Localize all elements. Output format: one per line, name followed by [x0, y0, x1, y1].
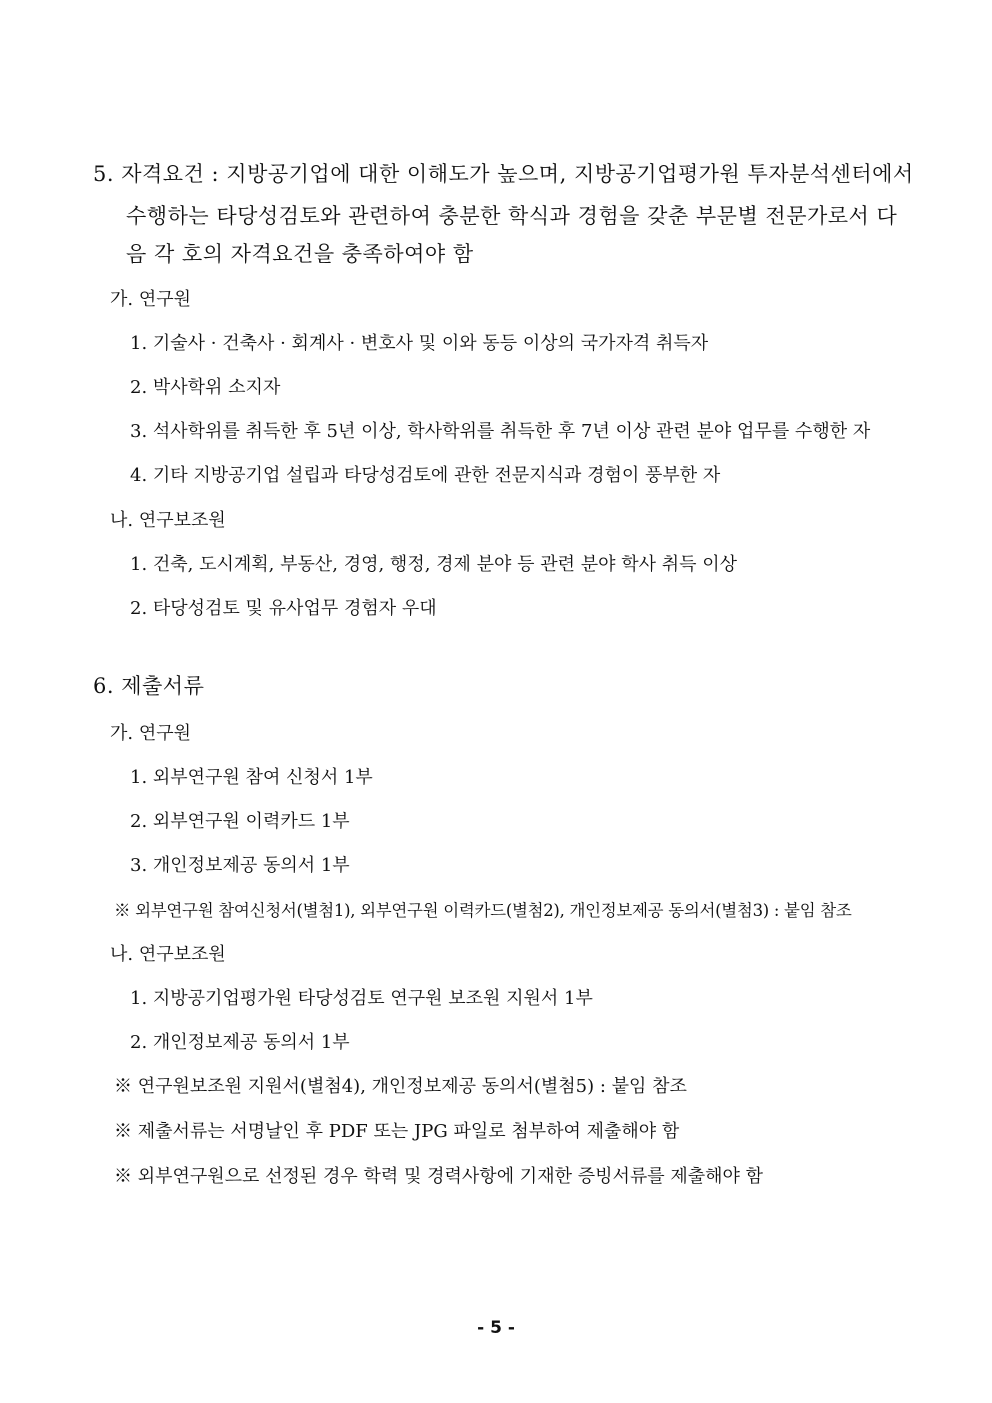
- section-6-ga-heading: 가. 연구원: [110, 723, 191, 744]
- section-5-heading: 5. 자격요건 : 지방공기업에 대한 이해도가 높으며, 지방공기업평가원 투자분석센터에서: [93, 162, 914, 186]
- section-5-na-item-2: 2. 타당성검토 및 유사업무 경험자 우대: [130, 598, 437, 619]
- section-6-na-item-2: 2. 개인정보제공 동의서 1부: [130, 1032, 350, 1053]
- section-5-ga-item-4: 4. 기타 지방공기업 설립과 타당성검토에 관한 전문지식과 경험이 풍부한 자: [130, 465, 721, 486]
- section-5-ga-item-3: 3. 석사학위를 취득한 후 5년 이상, 학사학위를 취득한 후 7년 이상 관련 분야 업무를 수행한 자: [130, 421, 871, 442]
- section-5-line-3: 음 각 호의 자격요건을 충족하여야 함: [126, 242, 474, 266]
- section-6-na-note-3: ※ 외부연구원으로 선정된 경우 학력 및 경력사항에 기재한 증빙서류를 제출해야 함: [114, 1166, 764, 1187]
- section-5-na-heading: 나. 연구보조원: [110, 510, 226, 531]
- section-6-na-item-1: 1. 지방공기업평가원 타당성검토 연구원 보조원 지원서 1부: [130, 988, 593, 1009]
- section-6-na-note-1: ※ 연구원보조원 지원서(별첨4), 개인정보제공 동의서(별첨5) : 붙임 참조: [114, 1076, 687, 1097]
- section-5-ga-item-2: 2. 박사학위 소지자: [130, 377, 281, 398]
- section-5-ga-item-1: 1. 기술사 · 건축사 · 회계사 · 변호사 및 이와 동등 이상의 국가자격 취득자: [130, 333, 709, 354]
- section-5-na-item-1: 1. 건축, 도시계획, 부동산, 경영, 행정, 경제 분야 등 관련 분야 학사 취득 이상: [130, 554, 738, 575]
- section-6-na-heading: 나. 연구보조원: [110, 944, 226, 965]
- section-5-line-2: 수행하는 타당성검토와 관련하여 충분한 학식과 경험을 갖춘 부문별 전문가로서 다: [126, 204, 898, 228]
- section-6-ga-item-3: 3. 개인정보제공 동의서 1부: [130, 855, 350, 876]
- page-number: - 5 -: [477, 1318, 515, 1338]
- section-6-ga-item-1: 1. 외부연구원 참여 신청서 1부: [130, 767, 373, 788]
- section-5-ga-heading: 가. 연구원: [110, 289, 191, 310]
- section-6-heading: 6. 제출서류: [93, 674, 205, 698]
- section-6-ga-item-2: 2. 외부연구원 이력카드 1부: [130, 811, 350, 832]
- section-6-na-note-2: ※ 제출서류는 서명날인 후 PDF 또는 JPG 파일로 첨부하여 제출해야 함: [114, 1121, 680, 1142]
- section-6-ga-note: ※ 외부연구원 참여신청서(별첨1), 외부연구원 이력카드(별첨2), 개인정보제공 동의서(별첨3) : 붙임 참조: [114, 901, 852, 920]
